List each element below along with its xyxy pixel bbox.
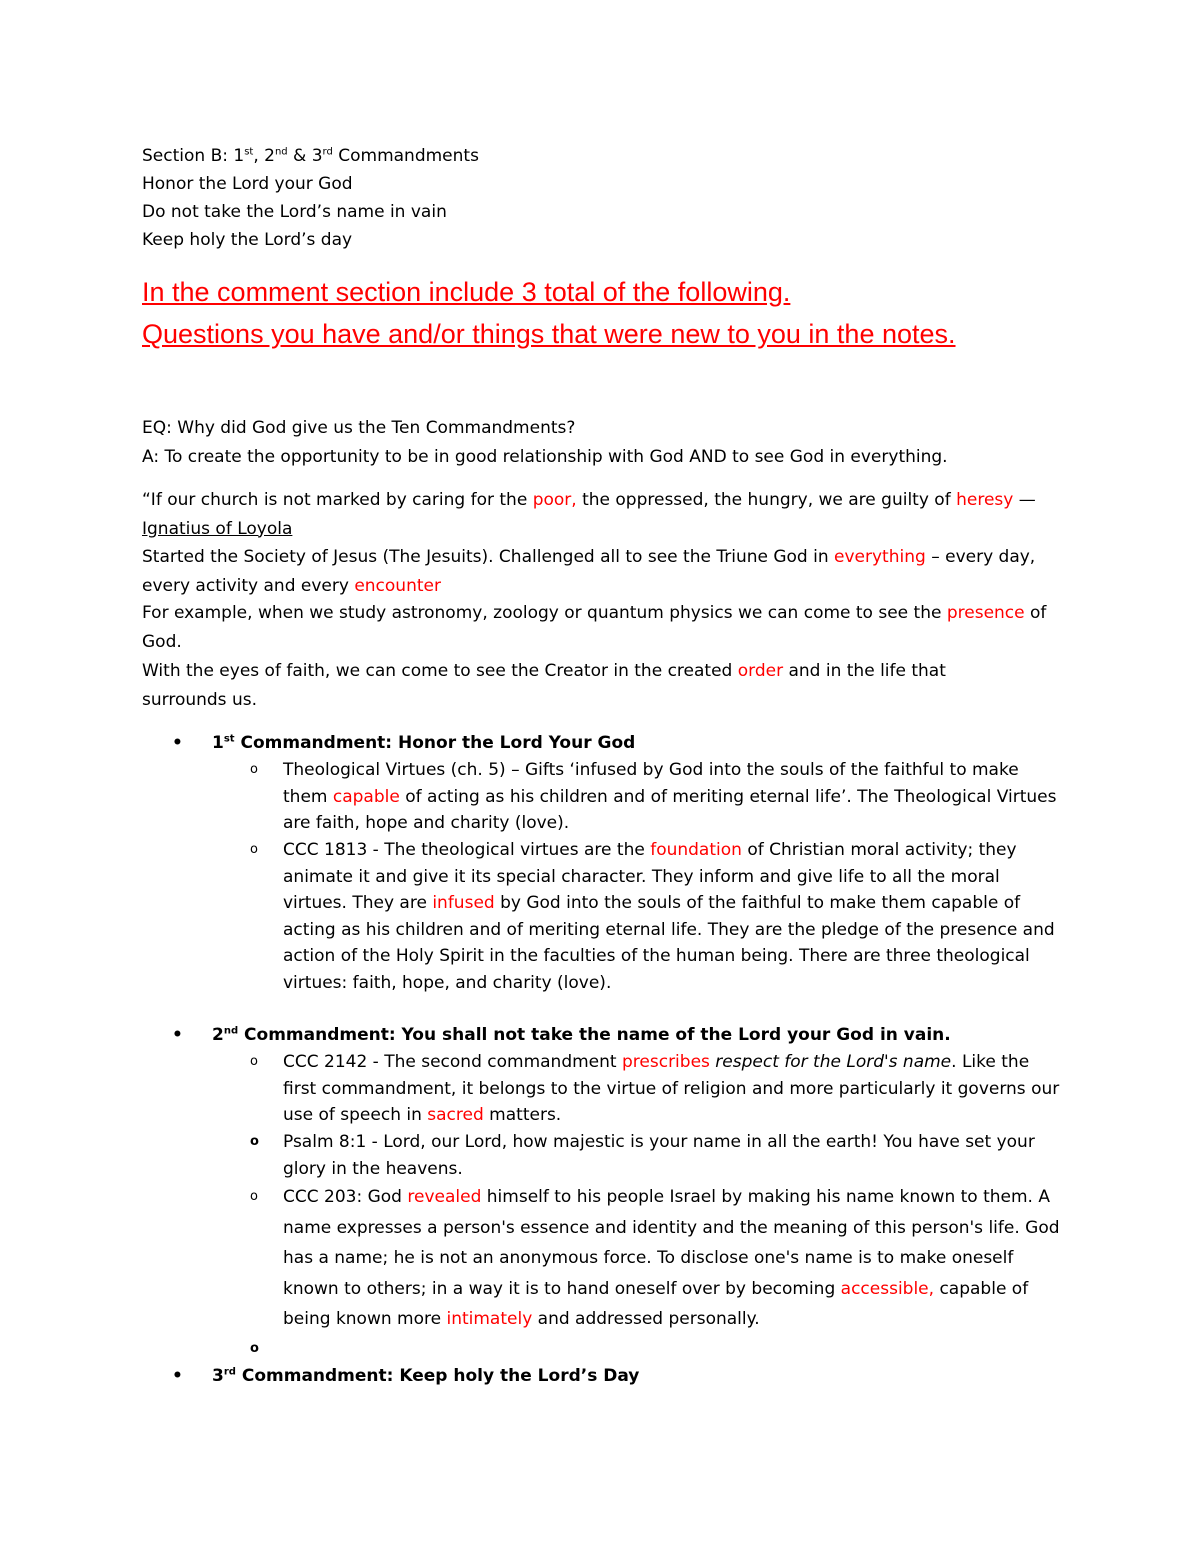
header-line-vain: Do not take the Lord’s name in vain	[142, 202, 447, 222]
circle-bullet-icon: o	[250, 762, 258, 777]
example-paragraph: For example, when we study astronomy, zoology or quantum physics we can come to see the presence of God.	[142, 603, 1047, 652]
c2-item-psalm: o Psalm 8:1 - Lord, our Lord, how majestic is your name in all the earth! You have set your glory in the heavens.	[250, 1129, 1060, 1182]
c2-item-ccc2142: o CCC 2142 - The second commandment prescribes respect for the Lord's name. Like the first commandment, it belongs to the virtue of religion and more particularly it governs our use of speech in sacred matters.	[250, 1049, 1060, 1129]
circle-bullet-icon: o	[250, 1134, 259, 1149]
essential-question: EQ: Why did God give us the Ten Commandments?	[142, 418, 576, 438]
document-page: Section B: 1st, 2nd & 3rd Commandments Honor the Lord your God Do not take the Lord’s name in vain Keep holy the Lord’s day In the comment section include 3 total of the following. Questions you have and/or things that were new to you in the notes. EQ: Why did God give us the Ten Commandments? A: To create the opportunity to be in good relationship with God AND to see God in everything. “If our church is not marked by caring for the poor, the oppressed, the hungry, we are guilty of heresy — Ignatius of Loyola Started the Society of Jesus (The Jesuits). Challenged all to see the Triune God in everything – every day, every activity and every encounter For example, when we study astronomy, zoology or quantum physics we can come to see the presence of God. With the eyes of faith, we can come to see the Creator in the created order and in the life that surrounds us. • 1st Commandment: Honor the Lord Your God o Theological Virtues (ch. 5) – Gifts ‘infused by God into the souls of the faithful to make them capable of acting as his children and of meriting eternal life’. The Theological Virtues are faith, hope and charity (love). o CCC 1813 - The theological virtues are the foundation of Christian moral activity; they animate it and give it its special character. They inform and give life to all the moral virtues. They are infused by God into the souls of the faithful to make them capable of acting as his children and of meriting eternal life. They are the pledge of the presence and action of the Holy Spirit in the faculties of the human being. There are three theological virtues: faith, hope, and charity (love). • 2nd Commandment: You shall not take the name of the Lord your God in vain. o CCC 2142 - The second commandment prescribes respect for the Lord's name. Like the first commandment, it belongs to the virtue of religion and more particularly it governs our use of speech in sacred matters. o Psalm 8:1 - Lord, our Lord, how majestic is your name in all the earth! You have set your glory in the heavens. o CCC 203: God revealed himself to his people Israel by making his name known to them. A name expresses a person's essence and identity and the meaning of this person's life. God has a name; he is not an anonymous force. To disclose one's name is to make oneself known to others; in a way it is to hand oneself over by becoming accessible, capable of being known more intimately and addressed personally. o • 3rd Commandment: Keep holy the Lord’s Day	[0, 0, 1200, 1553]
bullet-icon: •	[172, 1025, 183, 1045]
jesuits-paragraph: Started the Society of Jesus (The Jesuits). Challenged all to see the Triune God in everything – every day, every activity and every encounter	[142, 547, 1036, 596]
circle-bullet-icon: o	[250, 1341, 259, 1356]
circle-bullet-icon: o	[250, 842, 258, 857]
c1-item-ccc1813: o CCC 1813 - The theological virtues are the foundation of Christian moral activity; they animate it and give it its special character. They inform and give life to all the moral virtues. They are infused by God into the souls of the faithful to make them capable of acting as his children and of meriting eternal life. They are the pledge of the presence and action of the Holy Spirit in the faculties of the human being. There are three theological virtues: faith, hope, and charity (love).	[250, 837, 1060, 996]
quote-author: Ignatius of Loyola	[142, 518, 293, 539]
section-heading: Section B: 1st, 2nd & 3rd Commandments	[142, 146, 479, 166]
c2-item-ccc203: o CCC 203: God revealed himself to his people Israel by making his name known to them. A name expresses a person's essence and identity and the meaning of this person's life. God has a name; he is not an anonymous force. To disclose one's name is to make oneself known to others; in a way it is to hand oneself over by becoming accessible, capable of being known more intimately and addressed personally.	[250, 1182, 1060, 1335]
faith-paragraph: With the eyes of faith, we can come to see the Creator in the created order and in the life that surrounds us.	[142, 661, 946, 710]
quote-paragraph: “If our church is not marked by caring for the poor, the oppressed, the hungry, we are guilty of heresy — Ignatius of Loyola	[142, 490, 1036, 539]
header-line-honor: Honor the Lord your God	[142, 174, 353, 194]
c1-item-virtues: o Theological Virtues (ch. 5) – Gifts ‘infused by God into the souls of the faithful to make them capable of acting as his children and of meriting eternal life’. The Theological Virtues are faith, hope and charity (love).	[250, 757, 1060, 837]
circle-bullet-icon: o	[250, 1189, 258, 1204]
instruction-line-2: Questions you have and/or things that were new to you in the notes.	[142, 319, 956, 349]
header-line-holy: Keep holy the Lord’s day	[142, 230, 353, 250]
essential-answer: A: To create the opportunity to be in good relationship with God AND to see God in everything.	[142, 447, 948, 467]
circle-bullet-icon: o	[250, 1054, 258, 1069]
bullet-icon: •	[172, 1366, 183, 1386]
instruction-line-1: In the comment section include 3 total of the following.	[142, 277, 791, 307]
bullet-icon: •	[172, 733, 183, 753]
